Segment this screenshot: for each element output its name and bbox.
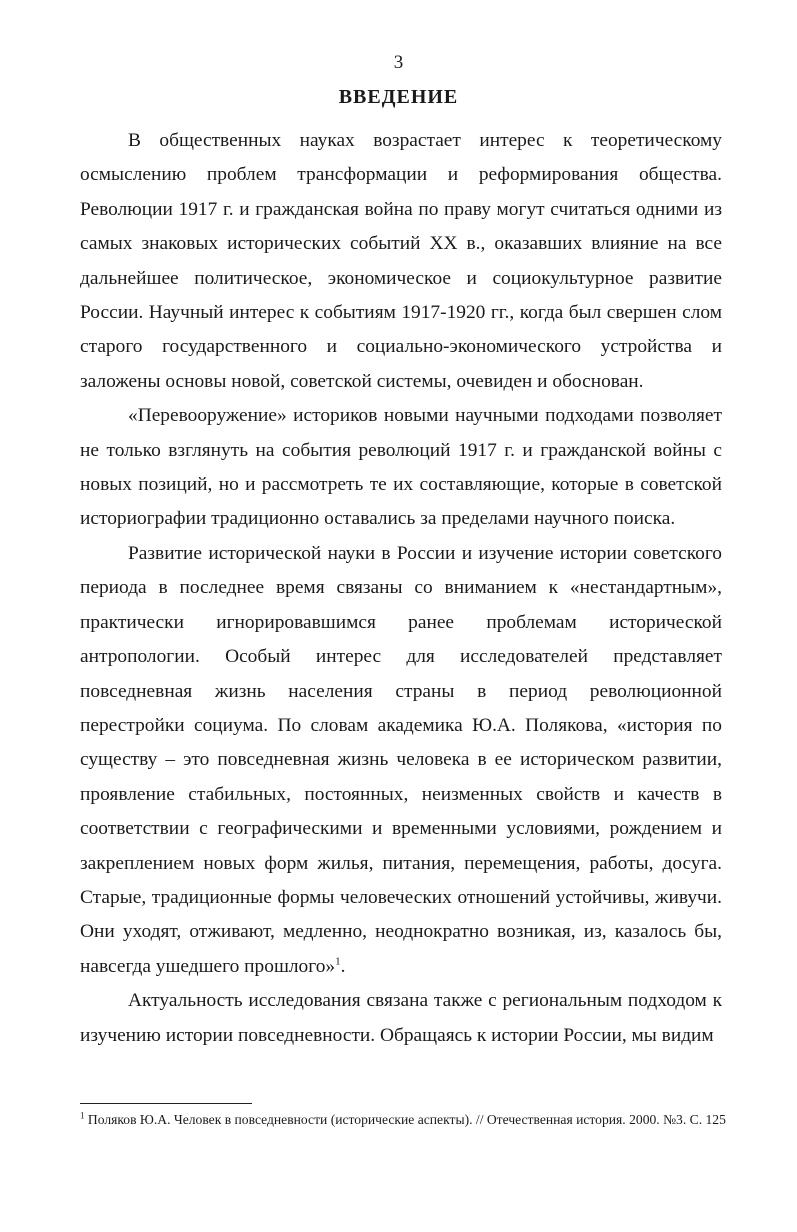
paragraph-1 [80,124,722,399]
paragraph-1-text: В общественных науках возрастает интерес к теоретическому осмыслению проблем трансформации и реформирования общества. Революции 1917 г. и гражданская война по праву могут считаться одними из самых знаковых исторических событий XX в., оказавших влияние на все дальнейшее политическое, экономическое и социокультурное развитие России. Научный интерес к событиям 1917-1920 гг., когда был свершен слом старого государственного и социально-экономического устройства и заложены основы новой, советской системы, очевиден и обоснован. [80,130,722,392]
paragraph-3: Развитие исторической науки в России и изучение истории советского периода в последнее время связаны со вниманием к «нестандартным», практически игнорировавшимся ранее проблемам исторической антропологии. Особый интерес для исследователей представляет повседневная жизнь населения страны в период революционной перестройки социума. По словам академика Ю.А. Полякова, «история по существу – это повседневная жизнь человека в ее историческом развитии, проявление стабильных, постоянных, неизменных свойств и качеств в соответствии с географическими и временными условиями, рождением и закреплением новых форм жилья, питания, перемещения, работы, досуга. Старые, традиционные формы человеческих отношений устойчивы, живучи. Они уходят, отживают, медленно, неоднократно возникая, из, казалось бы, навсегда ушедшего прошлого»$^1$. [80,542,722,977]
paragraph-4-text: Актуальность исследования связана также с региональным подходом к изучению истории повседневности. Обращаясь к истории России, мы видим [80,990,722,1046]
page-title: ВВЕДЕНИЕ [338,86,459,108]
page-number: 3 [393,52,404,73]
footnote-text: Поляков Ю.А. Человек в повседневности (исторические аспекты). // Отечественная история. 2000. №3. С. 125 [87,1112,726,1127]
footnote [80,1111,730,1128]
footnote-divider [80,1103,252,1104]
paragraph-2 [80,399,722,537]
body-text [80,124,722,1053]
paragraph-3-text: Развитие исторической науки в России и изучение истории советского периода в последнее время связаны со вниманием к «нестандартным», практически игнорировавшимся ранее проблемам исторической антропологии. Особый интерес для исследователей представляет повседневная жизнь населения страны в период революционной перестройки социума. По словам академика Ю.А. Полякова, «история по существу – это повседневная жизнь человека в ее историческом развитии, проявление стабильных, постоянных, неизменных свойств и качеств в соответствии с географическими и временными условиями, рождением и закреплением новых форм жилья, питания, перемещения, работы, досуга. Старые, традиционные формы человеческих отношений устойчивы, живучи. Они уходят, отживают, медленно, неоднократно возникая, из, казалось бы, навсегда ушедшего прошлого» [80,542,722,977]
paragraph-4 [80,984,722,1053]
footnote-marker: 1 [80,1110,85,1121]
paragraph-2-text: «Перевооружение» историков новыми научными подходами позволяет не только взглянуть на события революций 1917 г. и гражданской войны с новых позиций, но и рассмотреть те их составляющие, которые в советской историографии традиционно оставались за пределами научного поиска. [80,405,722,530]
footnote-ref[interactable]: 1 [335,955,341,968]
